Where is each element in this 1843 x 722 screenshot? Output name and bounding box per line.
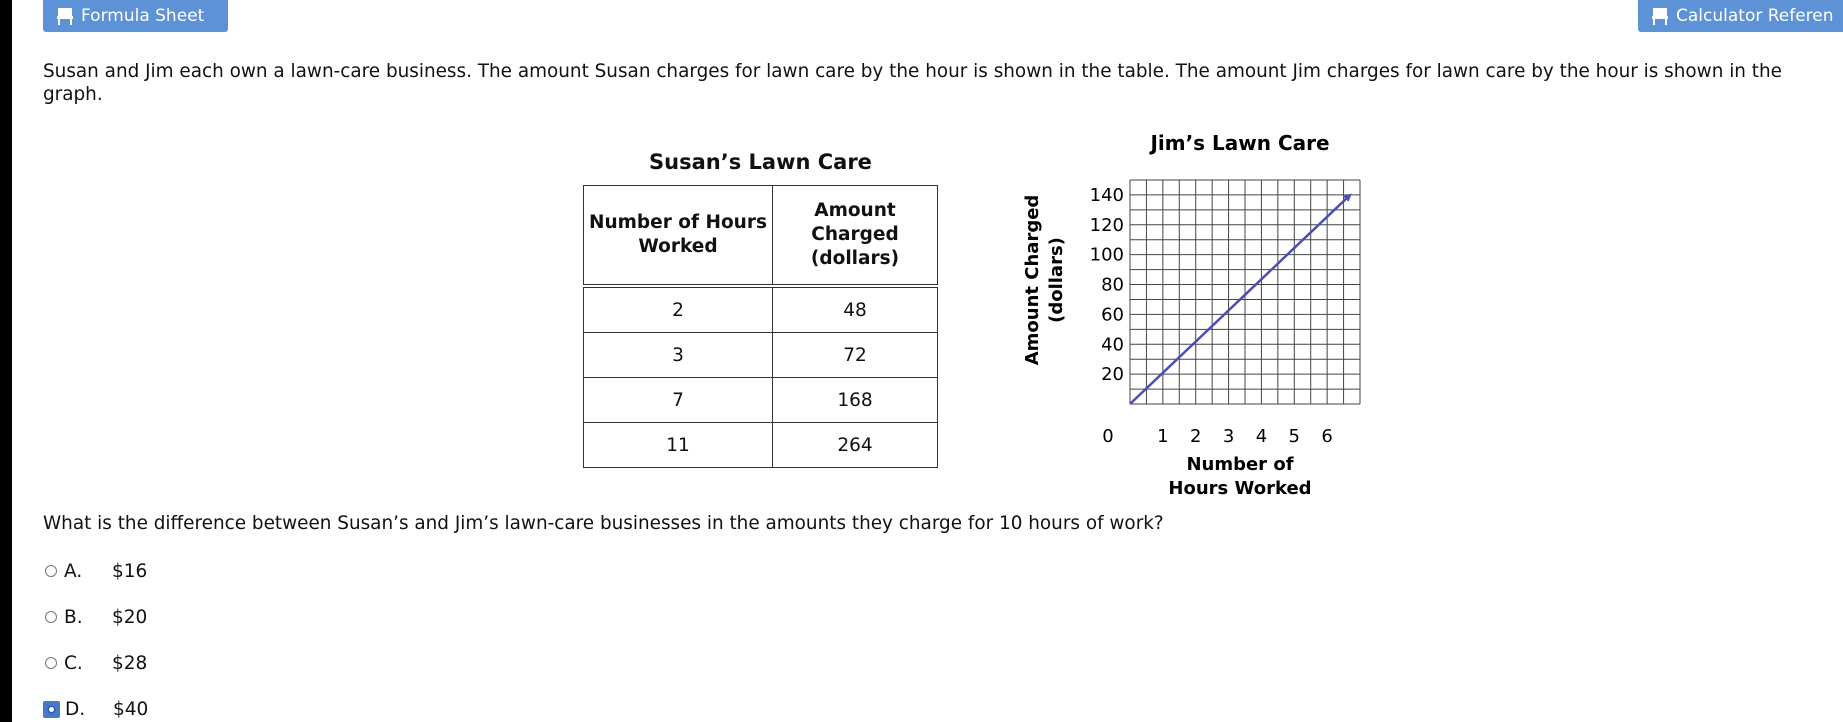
y-tick-label: 80	[1101, 274, 1124, 296]
table-cell-hours: 11	[584, 423, 773, 468]
radio-button-selected[interactable]	[43, 701, 60, 718]
radio-button[interactable]	[45, 657, 57, 669]
choice-letter: D.	[65, 698, 86, 720]
choice-d[interactable]	[45, 696, 148, 722]
y-tick-label: 100	[1089, 244, 1124, 266]
table-cell-amount: 264	[773, 423, 938, 468]
choice-letter: C.	[64, 652, 83, 674]
left-edge-bar	[0, 0, 12, 722]
table-header-row	[584, 186, 938, 287]
y-tick-label: 40	[1101, 334, 1124, 356]
calculator-reference-label: Calculator Referen	[1676, 6, 1834, 26]
formula-sheet-label: Formula Sheet	[81, 6, 205, 26]
table-row	[584, 286, 938, 333]
choice-value: $40	[113, 698, 149, 720]
header-amount-charged: Amount Charged (dollars)	[773, 186, 938, 287]
table-row	[584, 423, 938, 468]
y-tick-label: 120	[1089, 214, 1124, 236]
x-tick-label: 6	[1321, 426, 1333, 447]
question-text: What is the difference between Susan’s and Jim’s lawn-care businesses in the amounts they charge for 10 hours of work?	[43, 513, 1164, 534]
choice-letter: B.	[64, 606, 83, 628]
y-axis-label-line: (dollars)	[1046, 237, 1067, 323]
choice-value: $20	[112, 606, 148, 628]
table-cell-amount: 48	[773, 286, 938, 333]
x-tick-label: 1	[1157, 426, 1169, 447]
x-tick-label: 5	[1288, 426, 1301, 447]
chair-icon	[55, 6, 75, 26]
plot-area	[1130, 180, 1360, 404]
choice-c[interactable]	[45, 650, 147, 676]
x-axis-ticks	[1102, 426, 1333, 447]
susan-table-title: Susan’s Lawn Care	[649, 150, 872, 174]
y-tick-label: 60	[1101, 304, 1124, 326]
x-axis-label-line: Hours Worked	[1168, 478, 1312, 495]
x-tick-label: 0	[1102, 426, 1114, 447]
header-hours-worked: Number of Hours Worked	[584, 186, 773, 287]
table-cell-amount: 72	[773, 333, 938, 378]
radio-button[interactable]	[45, 611, 57, 623]
calculator-reference-button[interactable]	[1638, 0, 1843, 32]
y-axis-label	[1022, 195, 1067, 366]
chart-title: Jim’s Lawn Care	[1150, 131, 1330, 155]
table-row	[584, 378, 938, 423]
radio-button[interactable]	[45, 565, 57, 577]
table-cell-hours: 3	[584, 333, 773, 378]
choice-value: $28	[112, 652, 148, 674]
x-tick-label: 2	[1189, 426, 1202, 447]
table-cell-hours: 7	[584, 378, 773, 423]
x-axis-label	[1168, 454, 1311, 495]
y-tick-label: 140	[1089, 184, 1124, 206]
x-tick-label: 3	[1222, 426, 1235, 447]
table-row	[584, 333, 938, 378]
x-tick-label: 4	[1255, 426, 1268, 447]
y-axis-ticks	[1090, 185, 1124, 385]
susan-lawn-care-table	[583, 185, 938, 468]
formula-sheet-button[interactable]	[43, 0, 228, 32]
table-cell-amount: 168	[773, 378, 938, 423]
choice-a[interactable]	[45, 558, 147, 584]
y-tick-label: 20	[1101, 364, 1124, 386]
x-axis-label-line: Number of	[1186, 454, 1294, 475]
choice-b[interactable]	[45, 604, 147, 630]
y-axis-label-line: Amount Charged	[1022, 194, 1043, 366]
jim-lawn-care-chart	[1015, 125, 1365, 495]
table-cell-hours: 2	[584, 286, 773, 333]
choice-value: $16	[112, 560, 148, 582]
chair-icon	[1650, 6, 1670, 26]
choice-letter: A.	[64, 560, 83, 582]
problem-passage: Susan and Jim each own a lawn-care business. The amount Susan charges for lawn care by the hour is shown in the table. The amount Jim charges for lawn care by the hour is shown in the graph.	[43, 61, 1782, 105]
